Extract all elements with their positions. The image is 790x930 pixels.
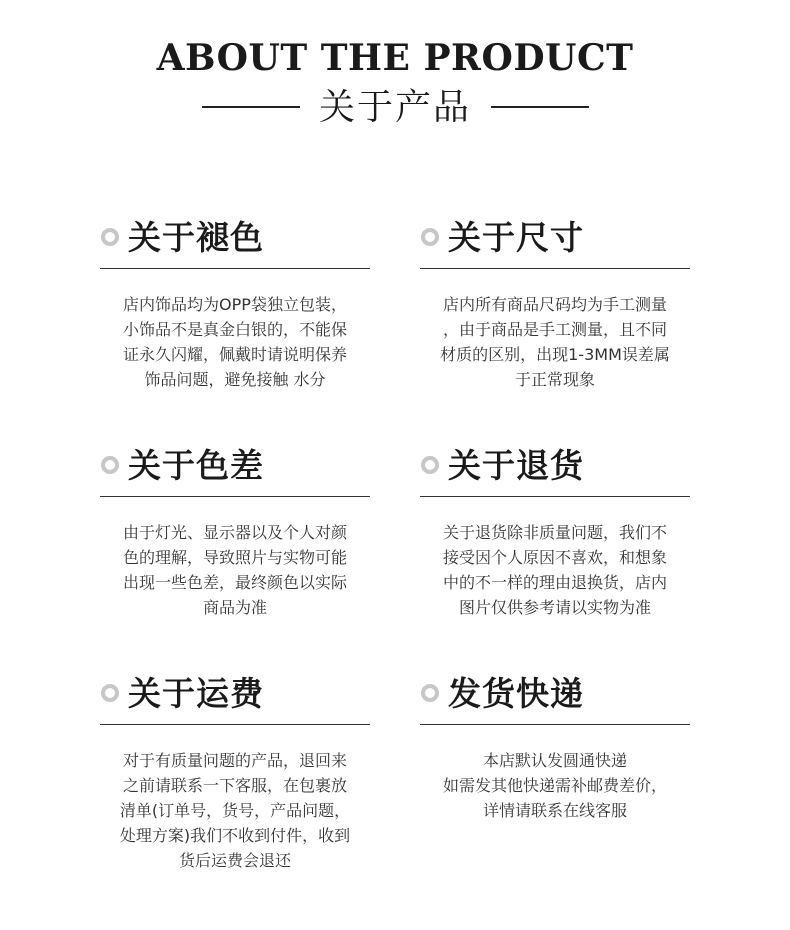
section-text-line: 货后运费会退还 [178, 851, 291, 870]
section-text-line: 出现一些色差，最终颜色以实际 [122, 573, 347, 592]
section-header [420, 214, 690, 264]
section-fading [100, 214, 370, 389]
bullet-circle-icon [101, 228, 119, 246]
section-body [100, 292, 370, 392]
section-text-line: 于正常现象 [514, 370, 595, 389]
section-text-line: 如需发其他快递需补邮费差价， [442, 776, 667, 795]
section-text-line: 处理方案)我们不收到付件，收到 [119, 826, 351, 845]
section-divider [100, 268, 370, 269]
section-title: 关于运费 [128, 674, 264, 713]
section-body [100, 520, 370, 620]
section-text-line: 商品为准 [202, 598, 267, 617]
section-text-line: 由于灯光、显示器以及个人对颜 [122, 523, 347, 542]
section-divider [100, 724, 370, 725]
section-size [420, 214, 690, 389]
section-color-difference [100, 442, 370, 617]
bullet-circle-icon [421, 228, 439, 246]
section-text-line: 色的理解，导致照片与实物可能 [122, 548, 347, 567]
section-text-line: 接受因个人原因不喜欢，和想象 [442, 548, 667, 567]
section-title: 发货快递 [448, 674, 584, 713]
section-divider [420, 268, 690, 269]
bullet-circle-icon [421, 456, 439, 474]
section-header [420, 670, 690, 720]
section-shipping-fee [100, 670, 370, 870]
section-title: 关于色差 [128, 446, 264, 485]
section-returns [420, 442, 690, 617]
section-title: 关于褪色 [128, 218, 264, 257]
section-text-line: 详情请联系在线客服 [482, 801, 627, 820]
section-delivery [420, 670, 690, 820]
section-text-line: 图片仅供参考请以实物为准 [458, 598, 651, 617]
section-text-line: 对于有质量问题的产品，退回来 [122, 751, 347, 770]
section-text-line: 饰品问题，避免接触 水分 [144, 370, 326, 389]
section-text-line: ，由于商品是手工测量，且不同 [442, 320, 667, 339]
section-body [100, 748, 370, 873]
section-divider [100, 496, 370, 497]
section-body [420, 748, 690, 823]
section-divider [420, 724, 690, 725]
section-body [420, 520, 690, 620]
section-text-line: 关于退货除非质量问题，我们不 [442, 523, 667, 542]
section-text-line: 材质的区别，出现1-3MM误差属 [440, 345, 670, 364]
section-text-line: 店内所有商品尺码均为手工测量 [442, 295, 667, 314]
section-text-line: 证永久闪耀，佩戴时请说明保养 [122, 345, 347, 364]
header-title-en: ABOUT THE PRODUCT [156, 37, 634, 79]
section-text-line: 清单(订单号，货号，产品问题， [119, 801, 351, 820]
section-header [100, 442, 370, 492]
section-text-line: 小饰品不是真金白银的，不能保 [122, 320, 347, 339]
bullet-circle-icon [421, 684, 439, 702]
section-header [420, 442, 690, 492]
header-cn-row [0, 84, 790, 132]
section-header [100, 214, 370, 264]
bullet-circle-icon [101, 684, 119, 702]
section-body [420, 292, 690, 392]
section-text-line: 本店默认发圆通快递 [482, 751, 627, 770]
section-header [100, 670, 370, 720]
header-title-cn: 关于产品 [318, 87, 471, 128]
section-divider [420, 496, 690, 497]
section-text-line: 店内饰品均为OPP袋独立包装， [123, 295, 347, 314]
section-title: 关于尺寸 [448, 218, 584, 257]
header-line-left [202, 106, 300, 108]
bullet-circle-icon [101, 456, 119, 474]
section-text-line: 之前请联系一下客服，在包裹放 [122, 776, 347, 795]
header-line-right [491, 106, 589, 108]
section-title: 关于退货 [448, 446, 584, 485]
section-text-line: 中的不一样的理由退换货，店内 [442, 573, 667, 592]
